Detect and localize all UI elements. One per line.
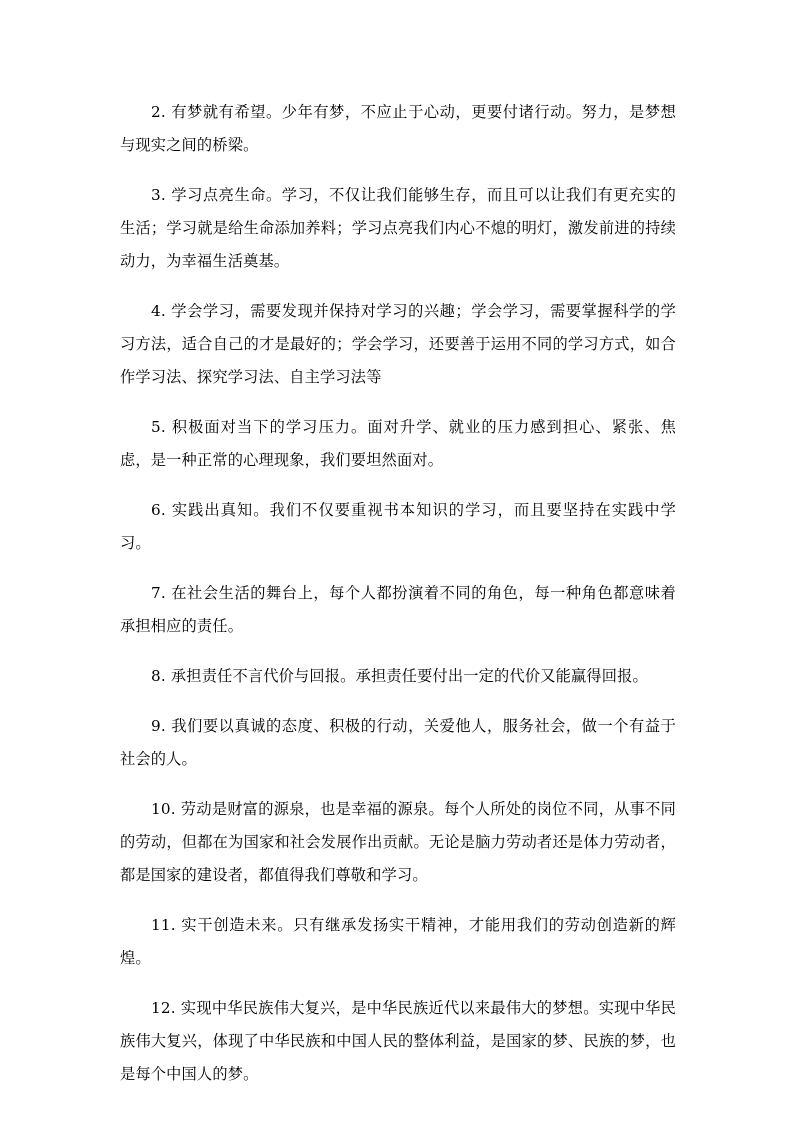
paragraph-4: 4. 学会学习，需要发现并保持对学习的兴趣；学会学习，需要掌握科学的学习方法，适合自己的才是最好的；学会学习，还要善于运用不同的学习方式，如合作学习法、探究学习法、自主学习法等 — [120, 302, 676, 386]
paragraph-9: 9. 我们要以真诚的态度、积极的行动，关爱他人，服务社会，做一个有益于社会的人。 — [120, 717, 676, 768]
paragraph-2: 2. 有梦就有希望。少年有梦，不应止于心动，更要付诸行动。努力，是梦想与现实之间的桥梁。 — [120, 103, 676, 154]
paragraph-11: 11. 实干创造未来。只有继承发扬实干精神，才能用我们的劳动创造新的辉煌。 — [120, 916, 676, 967]
paragraph-3: 3. 学习点亮生命。学习，不仅让我们能够生存，而且可以让我们有更充实的生活；学习就是给生命添加养料；学习点亮我们内心不熄的明灯，激发前进的持续动力，为幸福生活奠基。 — [120, 186, 676, 270]
paragraph-12: 12. 实现中华民族伟大复兴，是中华民族近代以来最伟大的梦想。实现中华民族伟大复兴，体现了中华民族和中国人民的整体利益，是国家的梦、民族的梦，也是每个中国人的梦。 — [120, 999, 676, 1083]
paragraph-7: 7. 在社会生活的舞台上，每个人都扮演着不同的角色，每一种角色都意味着承担相应的责任。 — [120, 584, 676, 635]
document-body — [120, 96, 676, 1108]
paragraph-10: 10. 劳动是财富的源泉，也是幸福的源泉。每个人所处的岗位不同，从事不同的劳动，但都在为国家和社会发展作出贡献。无论是脑力劳动者还是体力劳动者，都是国家的建设者，都值得我们尊敬和学习。 — [120, 800, 676, 884]
paragraph-5: 5. 积极面对当下的学习压力。面对升学、就业的压力感到担心、紧张、焦虑，是一种正常的心理现象，我们要坦然面对。 — [120, 418, 676, 469]
paragraph-6: 6. 实践出真知。我们不仅要重视书本知识的学习，而且要坚持在实践中学习。 — [120, 501, 676, 552]
paragraph-8: 8. 承担责任不言代价与回报。承担责任要付出一定的代价又能赢得回报。 — [151, 667, 648, 685]
